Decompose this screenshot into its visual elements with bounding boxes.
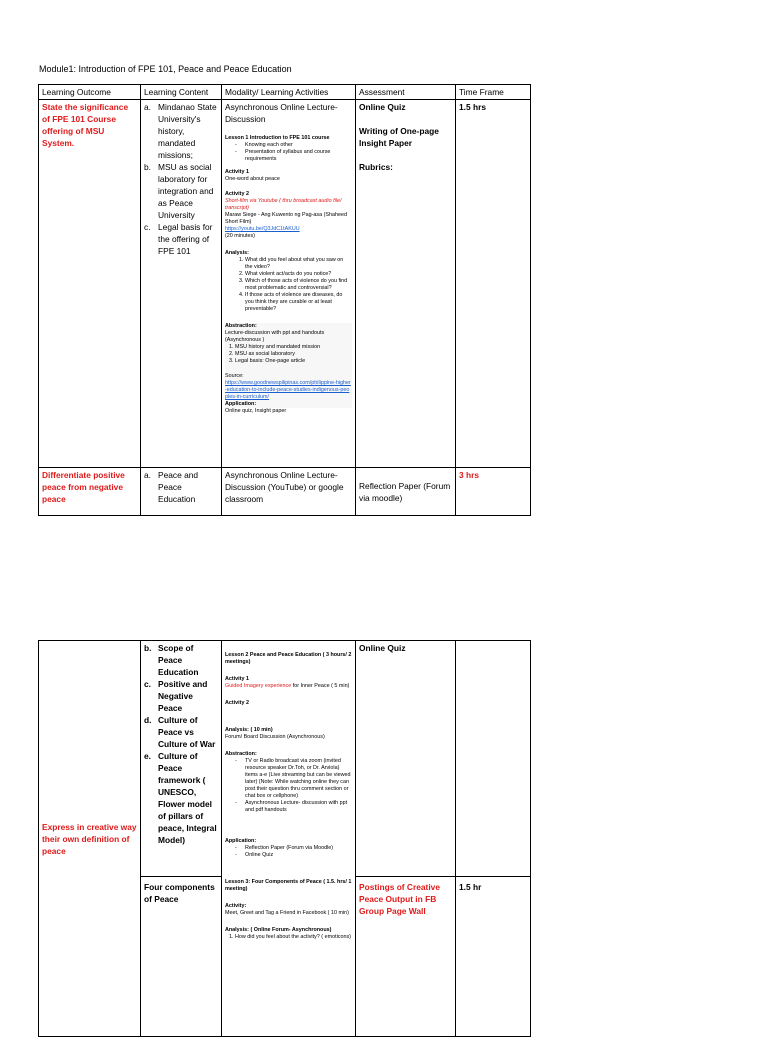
assessment-cell — [356, 100, 456, 468]
list-item: 1. MSU history and mandated mission — [229, 344, 321, 350]
activity-2-film: Maraw Siege - Ang Kuwento ng Pag-asa (Shaheed Short Film) — [225, 212, 347, 225]
list-item: - Presentation of syllabus and course requirements — [245, 149, 352, 163]
list-item: c. Positive and Negative Peace — [144, 679, 208, 713]
learning-outcome: State the significance of FPE 101 Course offering of MSU System. — [39, 100, 141, 468]
list-item: 3. Legal basis: One-page article — [229, 358, 306, 364]
application-label: Application: — [225, 401, 257, 407]
assessment-cell: Reflection Paper (Forum via moodle) — [356, 468, 456, 516]
activity-2-label: Activity 2 — [225, 700, 249, 706]
time-frame: 3 hrs — [456, 468, 531, 516]
lesson-3-title: Lesson 3: Four Components of Peace ( 1.5. hrs/ 1 meeting) — [225, 879, 352, 892]
list-item: 1. What did you feel about what you saw on the video? — [245, 257, 352, 271]
activity-2-red-text: Short-film via Youtube ( thru broadcast audio file/ transcript) — [225, 198, 342, 211]
application-text: Online quiz, Insight paper — [225, 408, 287, 414]
list-item: 1. How did you feel about the activity? ( emoticons) — [229, 934, 351, 940]
learning-content: Four components of Peace — [141, 877, 222, 1037]
list-item: 4. If those acts of violence are diseases, do you think they are curable or at least preventable? — [245, 292, 352, 313]
table-row — [39, 100, 531, 468]
abstraction-label: Abstraction: — [225, 751, 257, 757]
list-item: d. Culture of Peace vs Culture of War — [144, 715, 216, 749]
activity-2-duration: (20 minutes) — [225, 233, 255, 239]
time-frame — [456, 641, 531, 877]
abstraction-text: Lecture-discussion with ppt and handouts (Asynchronous ) — [225, 330, 325, 343]
modality-cell — [222, 641, 356, 1037]
list-item: 2. MSU as social laboratory — [229, 351, 295, 357]
assessment-insight-paper: Writing of One-page Insight Paper — [359, 126, 439, 148]
lesson-2-title: Lesson 2 Peace and Peace Education ( 3 hours/ 2 meetings) — [225, 652, 352, 665]
modality-heading: Asynchronous Online Lecture-Discussion — [225, 102, 338, 124]
header-learning-outcome: Learning Outcome — [39, 85, 141, 100]
list-item: b. MSU as social laboratory for integration and as Peace University — [144, 162, 214, 220]
syllabus-table-bottom — [38, 640, 531, 1037]
application-label: Application: — [225, 838, 257, 844]
header-time-frame: Time Frame — [456, 85, 531, 100]
modality-cell: Asynchronous Online Lecture-Discussion (YouTube) or google classroom — [222, 468, 356, 516]
syllabus-table-top — [38, 84, 531, 516]
learning-content — [141, 100, 222, 468]
source-link[interactable]: https://www.goodnewspilipinas.com/philippine-higher-education-to-include-peace-studies-indigenous-peoples-in-curriculum/ — [225, 380, 351, 400]
header-learning-content: Learning Content — [141, 85, 222, 100]
activity-1-label: Activity 1 — [225, 169, 249, 175]
learning-content — [141, 468, 222, 516]
time-frame: 1.5 hr — [456, 877, 531, 1037]
analysis-label: Analysis: ( Online Forum- Asynchronous) — [225, 927, 332, 933]
learning-content — [141, 641, 222, 877]
modality-cell — [222, 100, 356, 468]
list-item: - Reflection Paper (Forum via Moodle) — [245, 845, 352, 852]
source-label: Source: — [225, 373, 244, 379]
list-item: - Knowing each other — [245, 142, 352, 149]
table-row — [39, 641, 531, 877]
assessment-online-quiz: Online Quiz — [359, 102, 406, 112]
list-item: e. Culture of Peace framework ( UNESCO, Flower model of pillars of peace, Integral Model) — [144, 751, 217, 845]
learning-outcome: Express in creative way their own definition of peace — [39, 641, 141, 1037]
list-item: c. Legal basis for the offering of FPE 101 — [144, 222, 213, 256]
list-item: 2. What violent act/acts do you notice? — [245, 271, 352, 278]
list-item: - TV or Radio broadcast via zoom (invited resource speaker Dr.Toh, or Dr. Arviola) items a-e (Live streaming but can be viewed later) (Note: While watching online they can post their question thru comment section or chat box or cellphone) — [245, 758, 352, 800]
analysis-label: Analysis: — [225, 250, 249, 256]
table-header-row — [39, 85, 531, 100]
assessment-cell: Online Quiz — [356, 641, 456, 877]
list-item: a. Peace and Peace Education — [144, 470, 199, 504]
activity-1-text: One-word about peace — [225, 176, 280, 182]
activity-text: Meet, Greet and Tag a Friend in Facebook ( 10 min) — [225, 910, 349, 916]
activity-2-label: Activity 2 — [225, 191, 249, 197]
list-item: - Online Quiz — [245, 852, 352, 859]
video-link[interactable]: https://youtu.be/Q3JdC1tAKUU — [225, 226, 300, 232]
lesson-1-title: Lesson 1 Introduction to FPE 101 course — [225, 135, 330, 141]
module-title: Module1: Introduction of FPE 101, Peace and Peace Education — [39, 64, 292, 74]
header-assessment: Assessment — [356, 85, 456, 100]
list-item: - Asynchronous Lecture- discussion with ppt and pdf handouts — [245, 800, 352, 814]
activity-label: Activity: — [225, 903, 247, 909]
time-frame: 1.5 hrs — [456, 100, 531, 468]
abstraction-label: Abstraction: — [225, 323, 257, 329]
table-row — [39, 468, 531, 516]
list-item: a. Mindanao State University's history, mandated missions; — [144, 102, 217, 160]
list-item: b. Scope of Peace Education — [144, 643, 199, 677]
activity-1-text: Guided Imagery experience for Inner Peace ( 5 min) — [225, 683, 350, 689]
assessment-rubrics: Rubrics: — [359, 162, 393, 172]
activity-1-label: Activity 1 — [225, 676, 249, 682]
analysis-text: Forum/ Board Discussion (Asynchronous) — [225, 734, 325, 740]
assessment-cell: Postings of Creative Peace Output in FB Group Page Wall — [356, 877, 456, 1037]
learning-outcome: Differentiate positive peace from negative peace — [39, 468, 141, 516]
analysis-label: Analysis: ( 10 min) — [225, 727, 273, 733]
header-modality: Modality/ Learning Activities — [222, 85, 356, 100]
list-item: 3. Which of those acts of violence do you find most problematic and controversial? — [245, 278, 352, 292]
